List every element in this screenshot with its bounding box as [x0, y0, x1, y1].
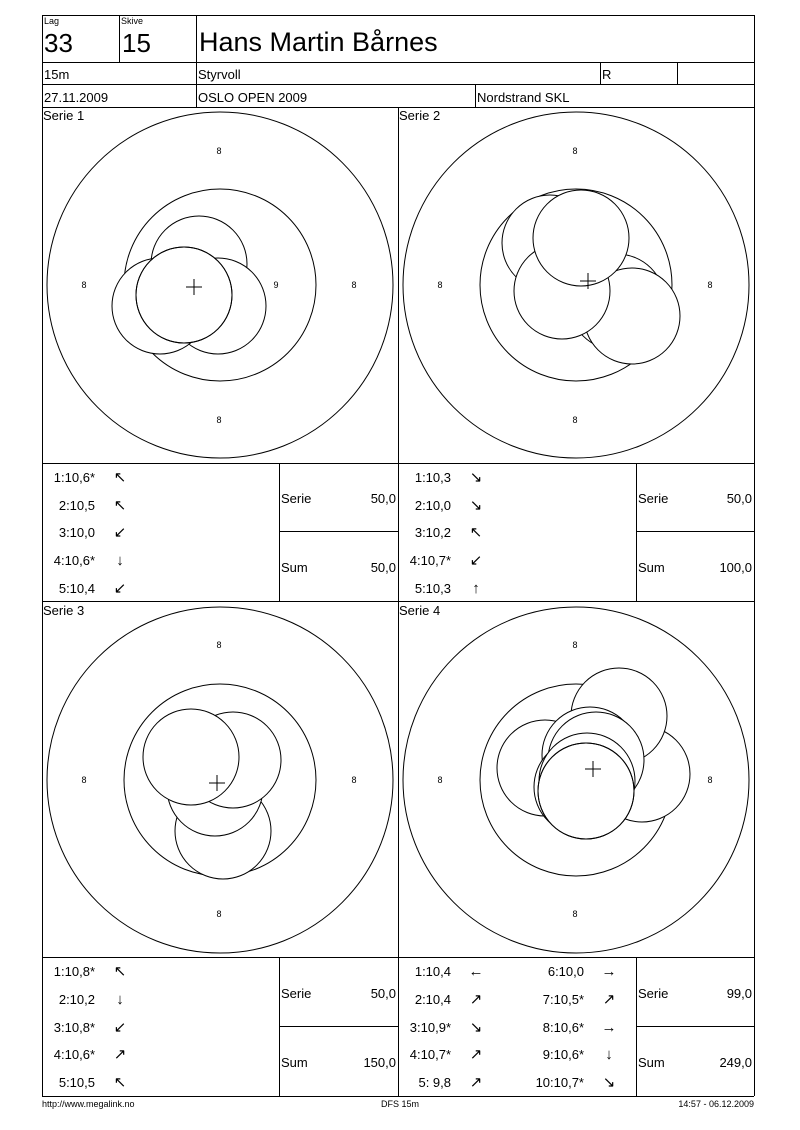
shot-row: 3:10,2 ↖: [406, 525, 491, 540]
shot-direction-arrow-icon: →: [601, 1019, 617, 1036]
series-1-title: Serie 1: [43, 108, 85, 123]
lag-label: Lag: [44, 16, 60, 26]
shooter-name: Hans Martin Bårnes: [199, 27, 438, 57]
class: R: [602, 67, 612, 82]
ring-label: 8: [707, 775, 713, 785]
shot-row: 2:10,5 ↖: [50, 498, 135, 513]
serie-value: 50,0: [726, 491, 752, 506]
shot-direction-arrow-icon: ↖: [469, 524, 483, 541]
footer-link[interactable]: http://www.megalink.no: [42, 1099, 135, 1109]
ring-label: 8: [572, 146, 578, 156]
shot-row: 3:10,0 ↙: [50, 525, 135, 540]
serie-value: 50,0: [370, 491, 396, 506]
lag-number: 33: [44, 28, 73, 58]
shot-direction-arrow-icon: ↙: [113, 1019, 127, 1036]
serie-label: Serie: [281, 491, 312, 506]
distance: 15m: [44, 67, 70, 82]
shot-direction-arrow-icon: ↗: [469, 1074, 483, 1091]
serie-label: Serie: [638, 986, 669, 1001]
shot-direction-arrow-icon: ↙: [469, 552, 483, 569]
shot-direction-arrow-icon: ↗: [469, 991, 483, 1008]
ring-label: 8: [572, 909, 578, 919]
shot-direction-arrow-icon: ←: [468, 963, 484, 980]
shot-row: 9:10,6* ↓: [522, 1047, 624, 1062]
sum-value: 150,0: [363, 1055, 396, 1070]
footer-timestamp: 14:57 - 06.12.2009: [678, 1099, 754, 1109]
shot-row: 2:10,4 ↗: [406, 992, 491, 1007]
sum-value: 249,0: [719, 1055, 752, 1070]
target-series-4: [403, 607, 749, 953]
inner-ring-label: 9: [273, 280, 279, 290]
target-series-1: [47, 112, 393, 458]
shot-direction-arrow-icon: ↗: [469, 1046, 483, 1063]
sum-label: Sum: [638, 560, 665, 575]
shot-row: 4:10,6* ↗: [50, 1047, 135, 1062]
shot-row: 5: 9,8 ↗: [406, 1075, 491, 1090]
shot-direction-arrow-icon: ↗: [113, 1046, 127, 1063]
shot-direction-arrow-icon: ↘: [469, 497, 483, 514]
shot-row: 8:10,6* →: [522, 1020, 624, 1035]
shot-direction-arrow-icon: ↑: [472, 580, 480, 597]
shot-row: 5:10,4 ↙: [50, 581, 135, 596]
ring-label: 8: [216, 909, 222, 919]
shot-row: 2:10,2 ↓: [50, 992, 135, 1007]
ring-label: 8: [216, 146, 222, 156]
serie-label: Serie: [281, 986, 312, 1001]
ring-label: 8: [572, 415, 578, 425]
ring-label: 8: [351, 280, 357, 290]
skive-label: Skive: [121, 16, 144, 26]
shot-direction-arrow-icon: ↘: [469, 469, 483, 486]
shot-row: 5:10,5 ↖: [50, 1075, 135, 1090]
club-name: Styrvoll: [198, 67, 241, 82]
shot-row: 2:10,0 ↘: [406, 498, 491, 513]
ring-label: 8: [216, 640, 222, 650]
ring-label: 8: [216, 415, 222, 425]
shot-direction-arrow-icon: ↓: [116, 552, 124, 569]
shot-row: 5:10,3 ↑: [406, 581, 491, 596]
date: 27.11.2009: [44, 90, 109, 105]
shot-direction-arrow-icon: ↓: [116, 991, 124, 1008]
shot-row: 4:10,7* ↗: [406, 1047, 491, 1062]
shot-direction-arrow-icon: ↘: [469, 1019, 483, 1036]
shot-row: 3:10,8* ↙: [50, 1020, 135, 1035]
target-series-3: [47, 607, 393, 953]
shot-row: 6:10,0 →: [522, 964, 624, 979]
footer-center-text: DFS 15m: [380, 1099, 419, 1109]
shot-direction-arrow-icon: ↙: [113, 580, 127, 597]
club-secondary: Nordstrand SKL: [477, 90, 570, 105]
serie-value: 99,0: [726, 986, 752, 1001]
shot-direction-arrow-icon: ↖: [113, 1074, 127, 1091]
shot-direction-arrow-icon: →: [601, 963, 617, 980]
ring-label: 8: [437, 280, 443, 290]
shot-direction-arrow-icon: ↖: [113, 497, 127, 514]
series-3-title: Serie 3: [43, 603, 85, 618]
shot-row: 1:10,4 ←: [406, 964, 491, 979]
event-name: OSLO OPEN 2009: [198, 90, 308, 105]
shot-direction-arrow-icon: ↓: [605, 1046, 613, 1063]
skive-number: 15: [122, 28, 151, 58]
shot-row: 10:10,7* ↘: [522, 1075, 624, 1090]
shot-direction-arrow-icon: ↗: [602, 991, 616, 1008]
serie-label: Serie: [638, 491, 669, 506]
series-4-title: Serie 4: [399, 603, 441, 618]
sum-value: 50,0: [370, 560, 396, 575]
shot-row: 1:10,6* ↖: [50, 470, 135, 485]
shot-hole: [143, 709, 239, 805]
shot-row: 4:10,6* ↓: [50, 553, 135, 568]
shot-direction-arrow-icon: ↘: [602, 1074, 616, 1091]
ring-label: 8: [81, 775, 87, 785]
shot-row: 3:10,9* ↘: [406, 1020, 491, 1035]
sum-label: Sum: [281, 1055, 308, 1070]
shot-direction-arrow-icon: ↖: [113, 469, 127, 486]
shot-row: 7:10,5* ↗: [522, 992, 624, 1007]
series-2-title: Serie 2: [399, 108, 441, 123]
ring-label: 8: [707, 280, 713, 290]
ring-label: 8: [81, 280, 87, 290]
target-series-2: [403, 112, 749, 458]
ring-label: 8: [572, 640, 578, 650]
ring-label: 8: [351, 775, 357, 785]
shot-row: 1:10,8* ↖: [50, 964, 135, 979]
sum-label: Sum: [281, 560, 308, 575]
serie-value: 50,0: [370, 986, 396, 1001]
shot-direction-arrow-icon: ↙: [113, 524, 127, 541]
shot-hole: [533, 190, 629, 286]
shot-direction-arrow-icon: ↖: [113, 963, 127, 980]
sum-label: Sum: [638, 1055, 665, 1070]
ring-label: 8: [437, 775, 443, 785]
sum-value: 100,0: [719, 560, 752, 575]
shot-row: 4:10,7* ↙: [406, 553, 491, 568]
shot-row: 1:10,3 ↘: [406, 470, 491, 485]
